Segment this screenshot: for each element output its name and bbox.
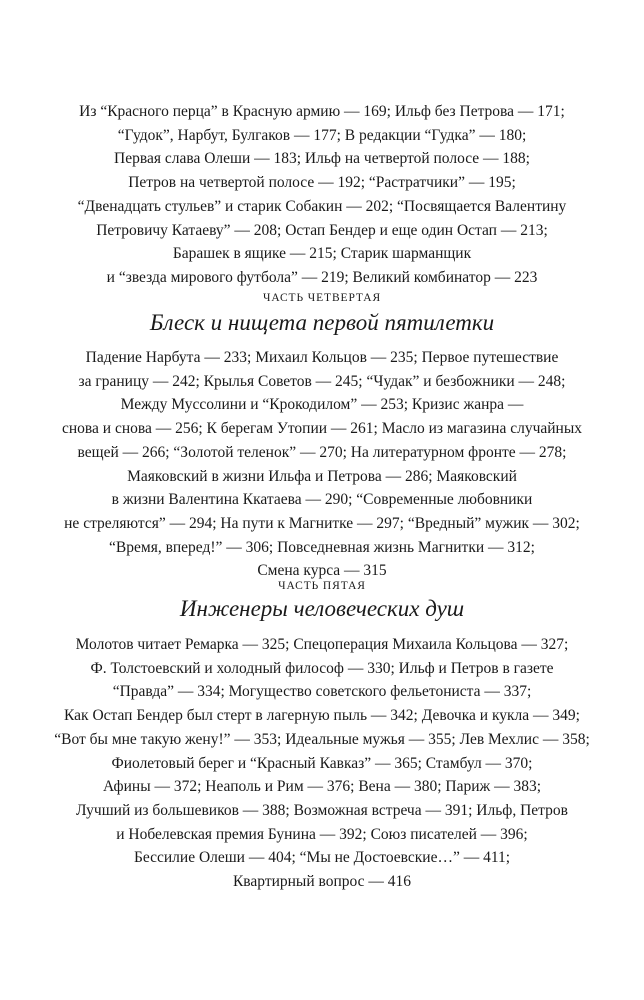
contents-line: Смена курса — 315 — [257, 562, 387, 580]
contents-line: “Правда” — 334; Могущество советского фельетониста — 337; — [112, 683, 532, 701]
part-five-title: Инженеры человеческих душ — [179, 596, 465, 621]
contents-line: “Гудок”, Нарбут, Булгаков — 177; В редакции “Гудка” — 180; — [117, 126, 527, 144]
contents-line: “Двенадцать стульев” и старик Собакин — 202; “Посвящается Валентину — [77, 197, 567, 215]
contents-line: Ф. Толстоевский и холодный философ — 330; Ильф и Петров в газете — [90, 659, 554, 677]
contents-line: Падение Нарбута — 233; Михаил Кольцов — 235; Первое путешествие — [85, 349, 559, 366]
contents-line: и “звезда мирового футбола” — 219; Великий комбинатор — 223 — [106, 268, 538, 286]
contents-line: “Время, вперед!” — 306; Повседневная жизнь Магнитки — 312; — [109, 538, 535, 556]
contents-line: Квартирный вопрос — 416 — [232, 873, 412, 891]
contents-line: Лучший из большевиков — 388; Возможная встреча — 391; Ильф, Петров — [76, 801, 568, 819]
contents-line: не стреляются” — 294; На пути к Магнитке — 297; “Вредный” мужик — 302; — [64, 514, 580, 532]
contents-line: снова и снова — 256; К берегам Утопии — 261; Масло из магазина случайных — [61, 420, 583, 438]
contents-line: Петровичу Катаеву” — 208; Остап Бендер и еще один Остап — 213; — [96, 221, 548, 239]
contents-line: “Вот бы мне такую жену!” — 353; Идеальные мужья — 355; Лев Мехлис — 358; — [54, 730, 590, 748]
part-four-title: Блеск и нищета первой пятилетки — [149, 310, 495, 335]
contents-line: вещей — 266; “Золотой теленок” — 270; На литературном фронте — 278; — [77, 443, 567, 461]
contents-line: и Нобелевская премия Бунина — 392; Союз писателей — 396; — [116, 825, 528, 843]
contents-line: в жизни Валентина Ккатаева — 290; “Современные любовники — [111, 491, 533, 509]
contents-line: Маяковский в жизни Ильфа и Петрова — 286; Маяковский — [127, 467, 517, 485]
contents-line: Из “Красного перца” в Красную армию — 169; Ильф без Петрова — 171; — [79, 103, 565, 120]
intro-contents — [0, 100, 644, 290]
contents-line: Молотов читает Ремарка — 325; Спецоперация Михаила Кольцова — 327; — [75, 636, 569, 653]
contents-line: Бессилие Олеши — 404; “Мы не Достоевские…” — 411; — [133, 849, 511, 867]
contents-line: Первая слава Олеши — 183; Ильф на четвертой полосе — 188; — [114, 150, 530, 168]
contents-line: Барашек в ящике — 215; Старик шарманщик — [172, 245, 472, 263]
contents-line: за границу — 242; Крылья Советов — 245; “Чудак” и безбожники — 248; — [78, 372, 566, 390]
part-four-label: ЧАСТЬ ЧЕТВЕРТАЯ — [262, 292, 382, 304]
contents-line: Фиолетовый берег и “Красный Кавказ” — 365; Стамбул — 370; — [111, 754, 533, 772]
contents-line: Как Остап Бендер был стерт в лагерную пыль — 342; Девочка и кукла — 349; — [64, 707, 580, 725]
part-four-contents — [0, 346, 644, 583]
contents-line: Петров на четвертой полосе — 192; “Растратчики” — 195; — [128, 174, 516, 192]
contents-line: Афины — 372; Неаполь и Рим — 376; Вена — 380; Париж — 383; — [102, 778, 542, 796]
part-five-contents — [0, 633, 644, 894]
part-five-label: ЧАСТЬ ПЯТАЯ — [278, 580, 366, 592]
contents-line: Между Муссолини и “Крокодилом” — 253; Кризис жанра — — [120, 396, 524, 414]
